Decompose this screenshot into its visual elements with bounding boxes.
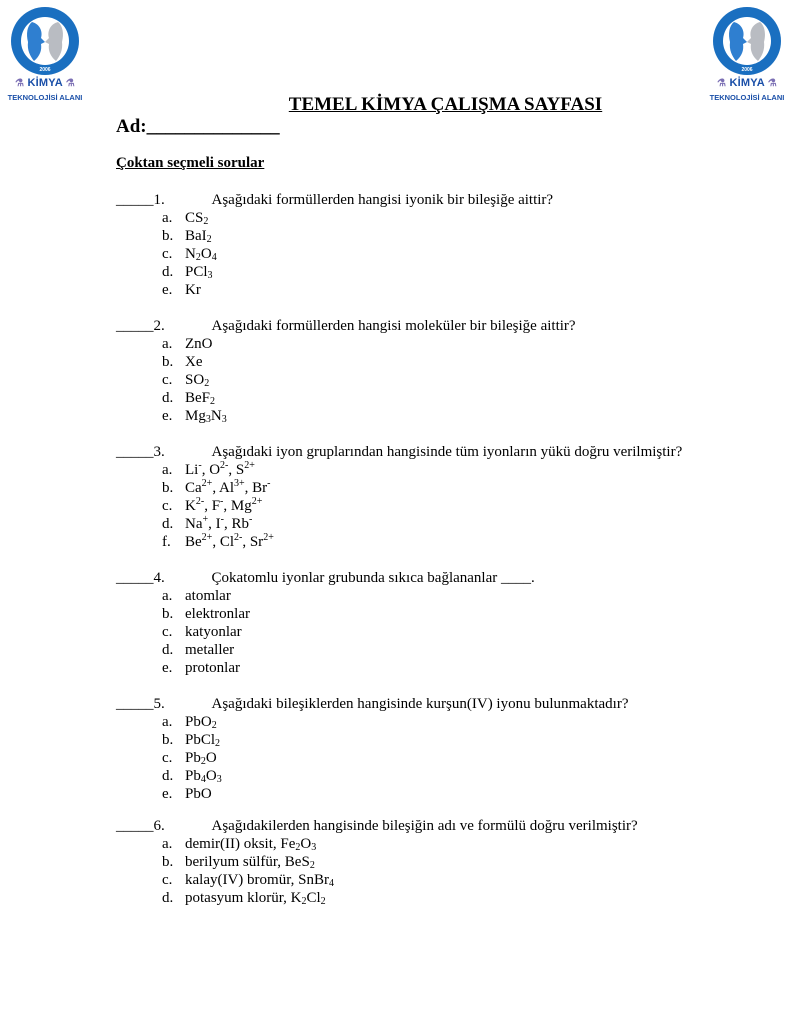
option-text: $Mg_3N_3$ [185,408,227,425]
option-text: BaI$_2$ [185,228,212,245]
question-stem [116,317,576,335]
answer-option[interactable] [116,623,535,641]
option-letter: c. [162,750,173,766]
question-number: 4. [153,570,165,586]
option-text: PbO [185,786,212,802]
question-2 [116,317,576,425]
answer-blank[interactable]: _____ [116,444,154,460]
option-text: PCl$_3$ [185,264,213,281]
option-letter: c. [162,498,173,514]
logo-brand: ⚗ KİMYA ⚗ [717,77,777,89]
question-1 [116,191,553,299]
answer-blank[interactable]: _____ [116,192,154,208]
option-text: $CS_2$ [185,210,209,227]
answer-option[interactable] [116,209,553,227]
option-text: $Ca^{2+}$, $Al^{3+}$, Br- [185,478,271,496]
option-list [116,713,629,803]
answer-option[interactable] [116,515,682,533]
question-3 [116,443,682,551]
flask-icon: ⚗ [65,78,75,89]
option-letter: d. [162,890,174,906]
option-text: BeF$_2$ [185,390,216,407]
option-letter: b. [162,606,174,622]
logo-subtitle: TEKNOLOJİSİ ALANI [709,93,785,102]
option-text: elektronlar [185,606,250,622]
option-text: $Pb_4O_3$ [185,768,222,785]
option-text: potasyum klorür, $K_2Cl_2$ [185,890,326,907]
name-field[interactable]: Ad:______________ [116,116,280,137]
option-letter: e. [162,786,173,802]
option-text: PbCl$_2$ [185,732,221,749]
question-stem [116,817,638,835]
question-6 [116,817,638,907]
option-letter: e. [162,660,173,676]
answer-option[interactable] [116,263,553,281]
option-list [116,835,638,907]
option-text: ZnO [185,336,213,352]
school-seal-icon [712,6,782,76]
school-seal-icon [10,6,80,76]
question-number: 5. [153,696,165,712]
option-letter: b. [162,228,174,244]
question-number: 3. [153,444,165,460]
answer-option[interactable] [116,605,535,623]
answer-option[interactable] [116,835,638,853]
question-text: Aşağıdaki formüllerden hangisi moleküler bir bileşiğe aittir? [211,318,576,334]
option-text: Na+, I-, Rb- [185,514,253,532]
option-letter: c. [162,872,173,888]
option-text: demir(II) oksit, $Fe_2O_3$ [185,836,317,853]
flask-icon: ⚗ [717,78,727,89]
option-letter: c. [162,372,173,388]
answer-option[interactable] [116,389,576,407]
option-letter: a. [162,210,173,226]
answer-option[interactable] [116,853,638,871]
option-letter: c. [162,246,173,262]
option-text: PbO$_2$ [185,714,217,731]
option-letter: a. [162,588,173,604]
question-stem [116,443,682,461]
flask-icon: ⚗ [767,78,777,89]
answer-option[interactable] [116,871,638,889]
answer-option[interactable] [116,659,535,677]
answer-option[interactable] [116,889,638,907]
option-text: Kr [185,282,201,298]
option-letter: d. [162,264,174,280]
answer-blank[interactable]: _____ [116,570,154,586]
question-number: 2. [153,318,165,334]
flask-icon: ⚗ [15,78,25,89]
option-text: $K^{2-}$, F-, $Mg^{2+}$ [185,496,263,514]
logo-subtitle: TEKNOLOJİSİ ALANI [7,93,83,102]
answer-option[interactable] [116,227,553,245]
option-letter: a. [162,336,173,352]
question-stem [116,191,553,209]
answer-option[interactable] [116,749,629,767]
option-text: katyonlar [185,624,242,640]
option-letter: e. [162,408,173,424]
option-text: protonlar [185,660,240,676]
answer-option[interactable] [116,497,682,515]
question-5 [116,695,629,803]
answer-option[interactable] [116,245,553,263]
answer-option[interactable] [116,407,576,425]
option-text: kalay(IV) bromür, SnBr$_4$ [185,872,334,889]
answer-option[interactable] [116,587,535,605]
svg-text:2006: 2006 [39,67,51,73]
option-text: Xe [185,354,203,370]
option-text: atomlar [185,588,231,604]
option-letter: a. [162,462,173,478]
answer-option[interactable] [116,353,576,371]
option-letter: d. [162,642,174,658]
option-list [116,335,576,425]
option-letter: b. [162,854,174,870]
option-letter: d. [162,768,174,784]
question-text: Aşağıdaki formüllerden hangisi iyonik bir bileşiğe aittir? [211,192,554,208]
answer-option[interactable] [116,785,629,803]
answer-option[interactable] [116,371,576,389]
question-text: Aşağıdakilerden hangisinde bileşiğin adı ve formülü doğru verilmiştir? [211,818,638,834]
option-letter: e. [162,282,173,298]
option-text: $SO_2$ [185,372,210,389]
answer-option[interactable] [116,731,629,749]
question-stem [116,695,629,713]
option-list [116,587,535,677]
option-letter: d. [162,516,174,532]
answer-option[interactable] [116,713,629,731]
question-number: 1. [153,192,165,208]
option-letter: f. [162,534,171,550]
question-text: Aşağıdaki iyon gruplarından hangisinde tüm iyonların yükü doğru verilmiştir? [211,444,683,460]
option-list [116,461,682,551]
question-text: Aşağıdaki bileşiklerden hangisinde kurşun(IV) iyonu bulunmaktadır? [211,696,629,712]
option-letter: b. [162,480,174,496]
option-text: berilyum sülfür, BeS$_2$ [185,854,315,871]
option-text: $Be^{2+}$, $Cl^{2-}$, $Sr^{2+}$ [185,532,274,550]
question-text: Çokatomlu iyonlar grubunda sıkıca bağlananlar ____. [211,570,535,586]
option-text: $Pb_2O$ [185,750,217,767]
option-letter: b. [162,354,174,370]
logo-brand: ⚗ KİMYA ⚗ [15,77,75,89]
answer-blank[interactable]: _____ [116,696,154,712]
answer-option[interactable] [116,479,682,497]
section-title: Çoktan seçmeli sorular [116,155,265,171]
answer-option[interactable] [116,281,553,299]
option-text: Li-, $O^{2-}$, $S^{2+}$ [185,460,255,478]
answer-option[interactable] [116,533,682,551]
page-title: TEMEL KİMYA ÇALIŞMA SAYFASI [288,94,603,115]
answer-option[interactable] [116,641,535,659]
answer-option[interactable] [116,461,682,479]
option-list [116,209,553,299]
option-letter: a. [162,714,173,730]
option-letter: c. [162,624,173,640]
option-letter: a. [162,836,173,852]
option-text: metaller [185,642,235,658]
answer-blank[interactable]: _____ [116,818,154,834]
option-text: $N_2O_4$ [185,246,217,263]
answer-blank[interactable]: _____ [116,318,154,334]
option-letter: d. [162,390,174,406]
option-letter: b. [162,732,174,748]
question-4 [116,569,535,677]
svg-text:2006: 2006 [741,67,753,73]
question-number: 6. [153,818,165,834]
answer-option[interactable] [116,335,576,353]
answer-option[interactable] [116,767,629,785]
question-stem [116,569,535,587]
